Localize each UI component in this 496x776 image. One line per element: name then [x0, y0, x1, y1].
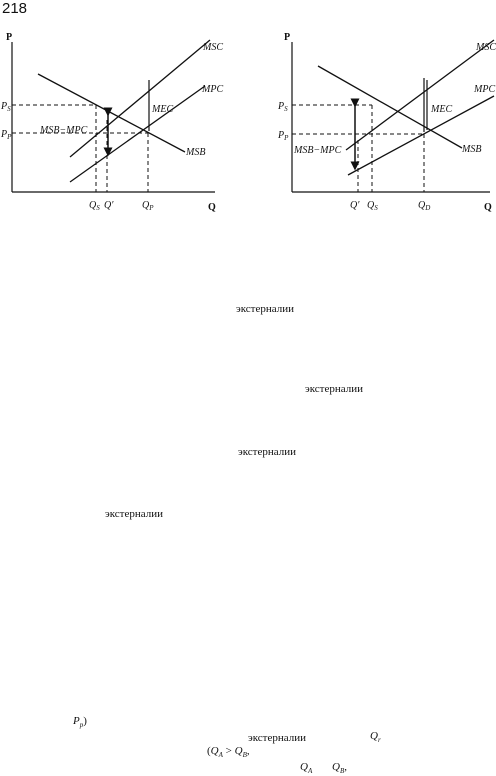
word-externalities-3: экстерналии: [238, 446, 296, 458]
formula-qb: $Q_B$,: [332, 761, 347, 776]
right-msb-label: MSB: [462, 144, 482, 155]
word-externalities-4: экстерналии: [105, 508, 163, 520]
figures: [0, 0, 496, 230]
left-mec-label: MEC: [152, 104, 174, 115]
formula-qr: $Q_r$: [370, 730, 381, 745]
right-x-axis-label: Q: [484, 202, 492, 213]
left-msb-label: MSB: [186, 147, 206, 158]
right-mec-label: MEC: [431, 104, 453, 115]
left-tick-qprime: Q′: [104, 200, 114, 211]
formula-qa-gt-qb: ($Q_A > Q_B$,: [207, 745, 250, 760]
right-tick-qprime: Q′: [350, 200, 360, 211]
right-tick-qs: $Q_S$: [367, 200, 378, 212]
formula-qa: $Q_A$: [300, 761, 313, 776]
right-mpc-label: MPC: [474, 84, 496, 95]
page-number: 218: [2, 0, 28, 17]
left-tick-qp: $Q_P$: [142, 200, 154, 212]
right-figure: [277, 32, 496, 213]
left-tick-qs: $Q_S$: [89, 200, 100, 212]
left-x-axis-label: Q: [208, 202, 216, 213]
left-msc-label: MSC: [203, 42, 223, 53]
formula-pp-paren: $P_p$): [73, 715, 87, 730]
left-figure: [0, 32, 223, 213]
right-y-axis-label: P: [284, 32, 291, 43]
left-msc-line: [70, 40, 210, 157]
left-gap-label: MSB−MPC: [40, 125, 88, 136]
right-tick-ps: $P_S$: [278, 101, 288, 113]
right-msc-label: MSC: [476, 42, 496, 53]
right-tick-pp: $P_P$: [278, 130, 289, 142]
word-externalities-2: экстерналии: [305, 383, 363, 395]
right-gap-label: MSB−MPC: [294, 145, 342, 156]
word-externalities-5: экстерналии: [248, 732, 306, 744]
right-mpc-line: [348, 96, 494, 175]
word-externalities-1: экстерналии: [236, 303, 294, 315]
left-tick-pp: $P_P$: [1, 129, 12, 141]
left-tick-ps: $P_S$: [1, 101, 11, 113]
left-mpc-label: MPC: [202, 84, 224, 95]
right-tick-qd: $Q_D$: [418, 200, 431, 212]
left-y-axis-label: P: [6, 32, 13, 43]
